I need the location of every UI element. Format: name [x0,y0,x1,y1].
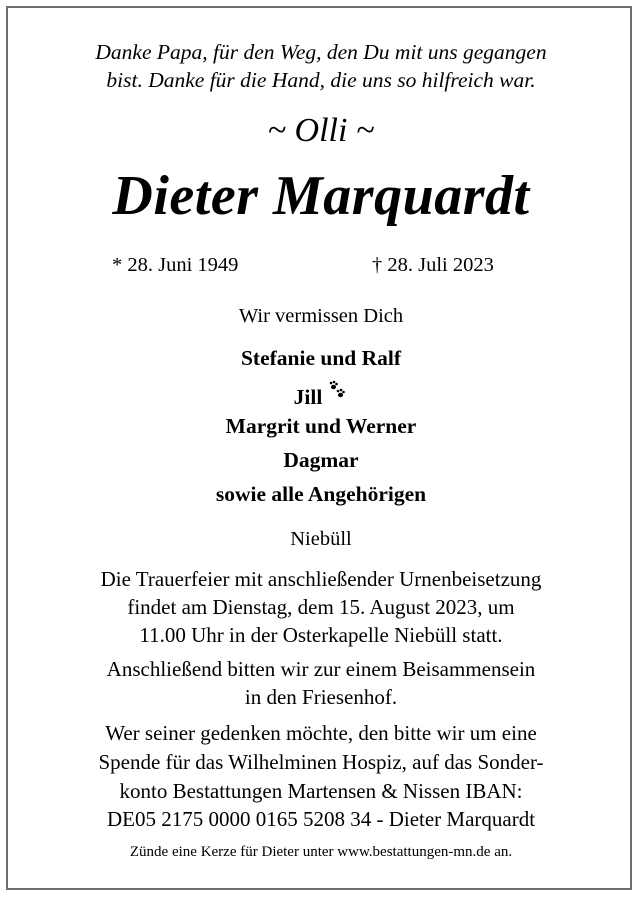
gathering-line: in den Friesenhof. [244,685,398,709]
ceremony-line: Die Trauerfeier mit anschließender Urnenbeisetzung [100,567,542,591]
mourner: Jill [293,385,323,409]
ceremony-line: 11.00 Uhr in der Osterkapelle Niebüll statt. [139,623,503,647]
footer-note: Zünde eine Kerze für Dieter unter www.bestattungen-mn.de an. [129,844,513,860]
motto-line-1: Danke Papa, für den Weg, den Du mit uns gegangen [95,40,547,64]
donation-line: DE05 2175 0000 0165 5208 34 - Dieter Marquardt [106,807,536,831]
nickname: ~ Olli ~ [267,112,375,149]
mourner: sowie alle Angehörigen [215,482,427,506]
mourner: Margrit und Werner [225,414,417,438]
donation-line: konto Bestattungen Martensen & Nissen IBAN: [119,779,523,803]
mourner: Stefanie und Ralf [240,346,402,370]
mourner-row-jill [0,380,642,410]
donation-line: Wer seiner gedenken möchte, den bitte wir um eine [105,721,537,745]
death-date: † 28. Juli 2023 [372,254,494,276]
mourner: Dagmar [283,448,359,472]
motto-line-2: bist. Danke für die Hand, die uns so hilfreich war. [106,68,536,92]
gathering-line: Anschließend bitten wir zur einem Beisammensein [106,657,536,681]
place: Niebüll [290,528,352,550]
paw-prints-icon [326,380,348,400]
deceased-name: Dieter Marquardt [112,165,530,227]
birth-date: * 28. Juni 1949 [112,254,239,276]
ceremony-line: findet am Dienstag, dem 15. August 2023, um [127,595,515,619]
donation-line: Spende für das Wilhelminen Hospiz, auf das Sonder- [98,750,544,774]
miss-text: Wir vermissen Dich [238,305,404,327]
